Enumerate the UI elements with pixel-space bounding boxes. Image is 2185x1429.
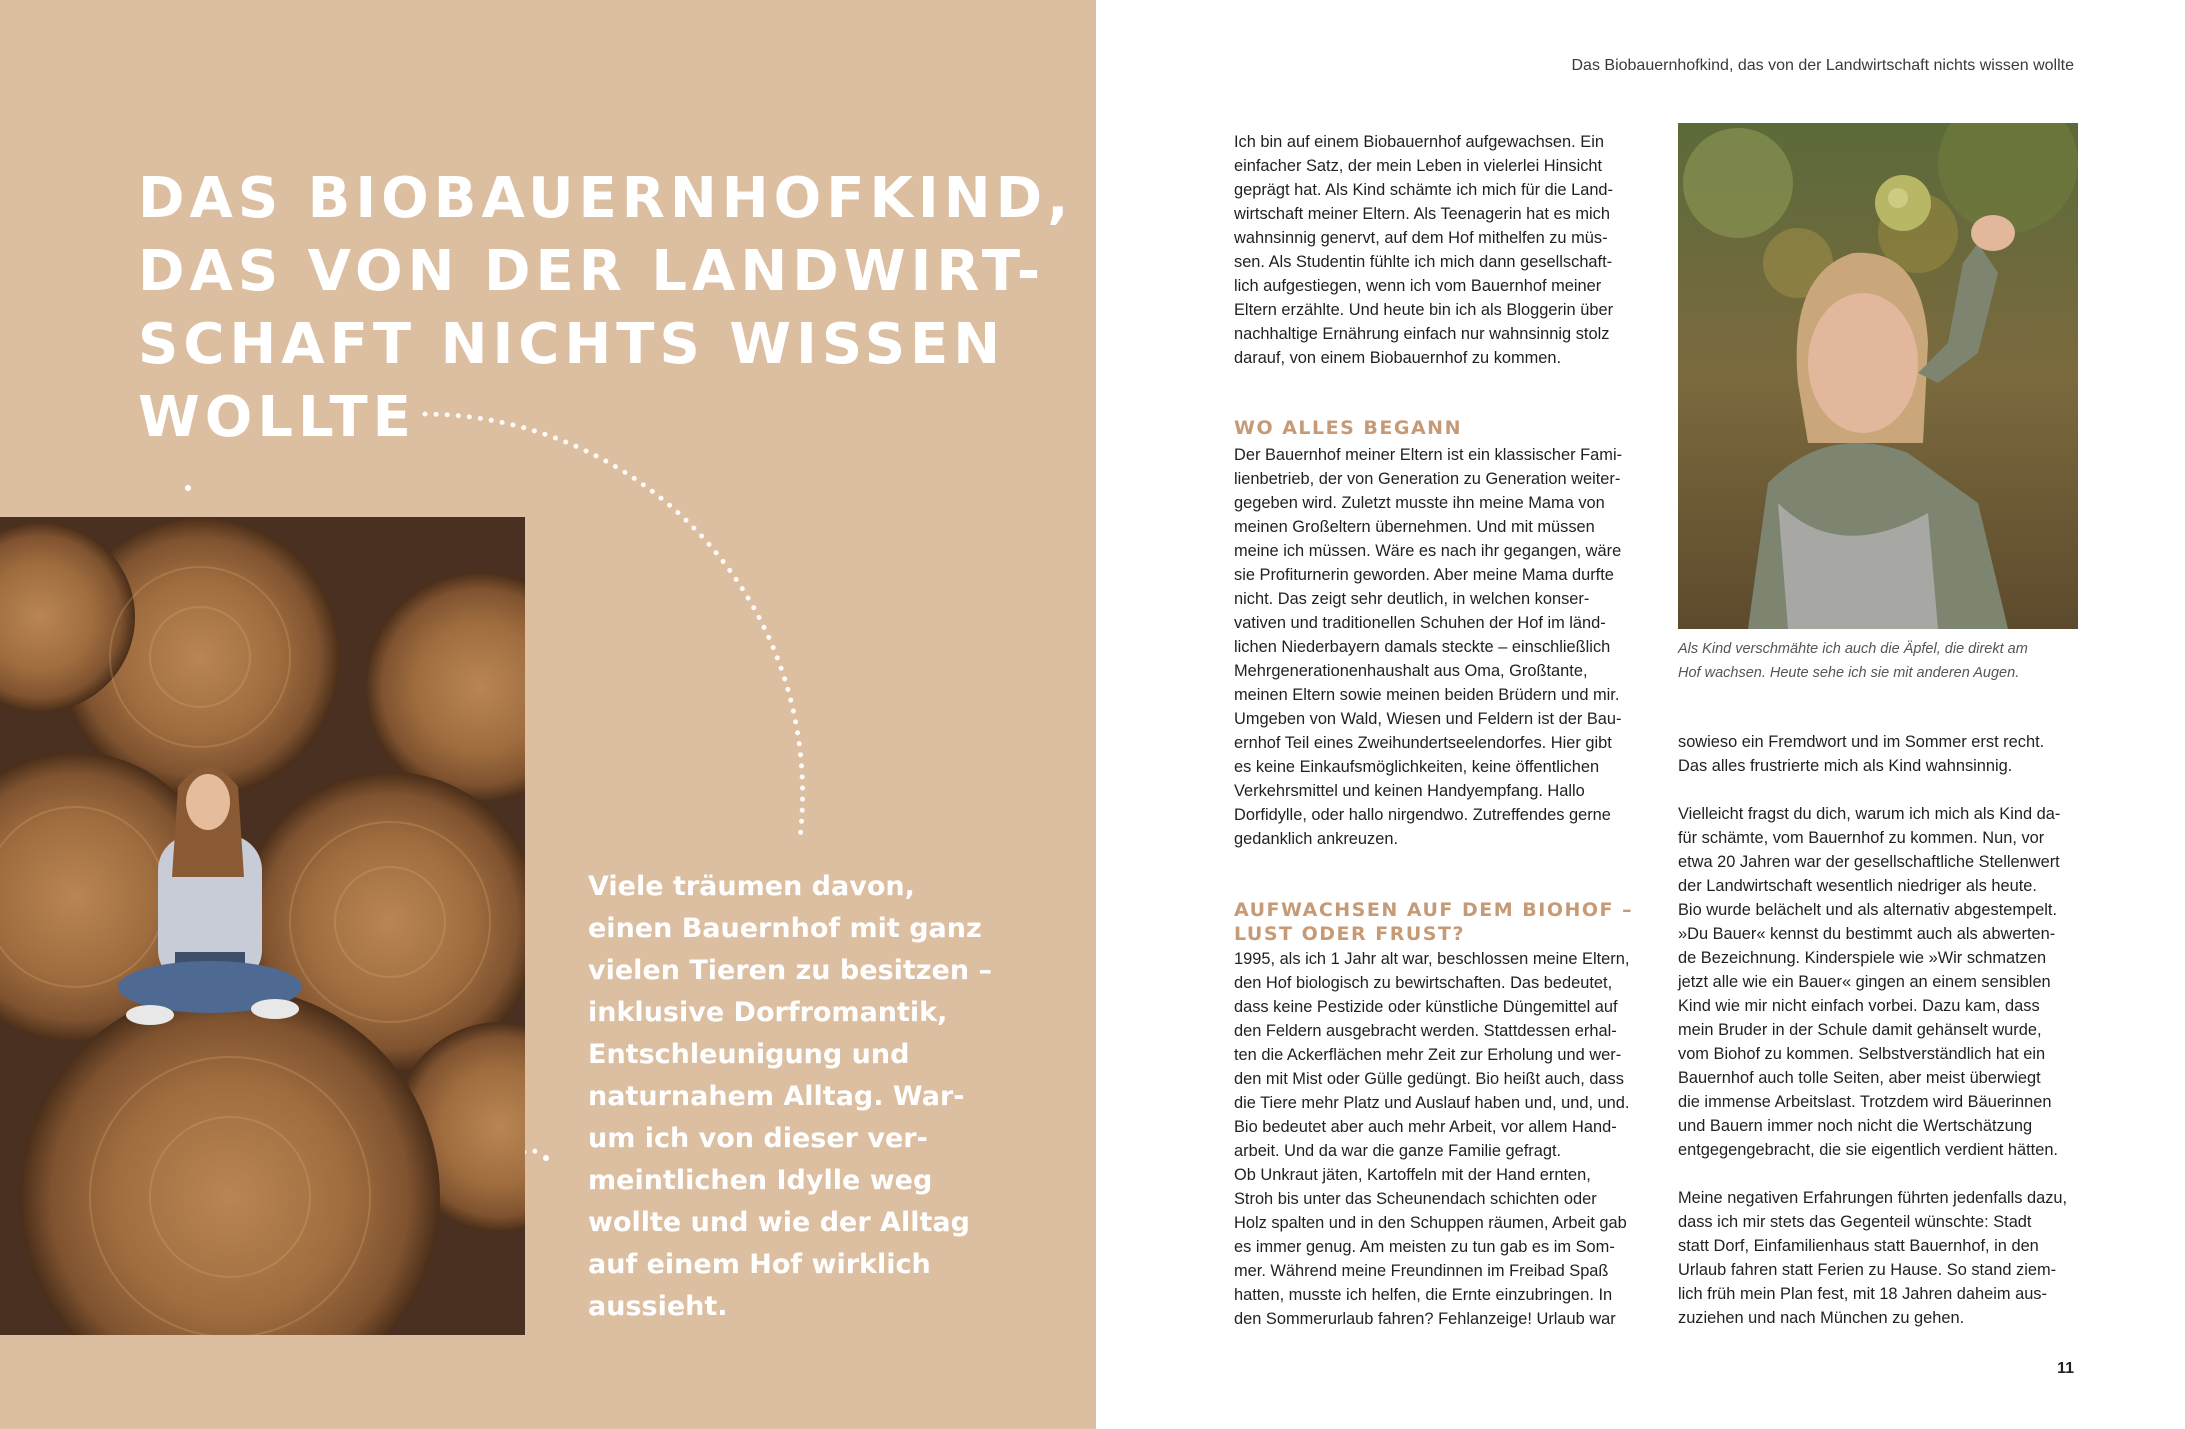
text-line: es keine Einkaufsmöglichkeiten, keine öffentlichen bbox=[1234, 758, 1600, 776]
text-line: meinen Großeltern übernehmen. Und mit müssen bbox=[1234, 518, 1595, 536]
text-line: der Landwirtschaft wesentlich niedriger als heute. bbox=[1678, 877, 2037, 895]
text-line: für schämte, vom Bauernhof zu kommen. Nun, vor bbox=[1678, 829, 2045, 847]
hay-bales-photo bbox=[0, 517, 525, 1335]
subhead-line: LUST ODER FRUST? bbox=[1234, 923, 1465, 945]
text-line: jetzt alle wie ein Bauer« gingen an einem sensiblen bbox=[1678, 973, 2051, 991]
text-line: gegeben wird. Zuletzt musste ihn meine Mama von bbox=[1234, 494, 1605, 512]
text-line: ernhof Teil eines Zweihundertseelendorfes. Hier gibt bbox=[1234, 734, 1612, 752]
text-line: Das alles frustrierte mich als Kind wahnsinnig. bbox=[1678, 757, 2013, 775]
text-line: de Bezeichnung. Kinderspiele wie »Wir schmatzen bbox=[1678, 949, 2047, 967]
pullquote-line: Entschleunigung und bbox=[588, 1039, 910, 1070]
text-line: statt Dorf, Einfamilienhaus statt Bauernhof, in den bbox=[1678, 1237, 2039, 1255]
text-line: Eltern erzählte. Und heute bin ich als Bloggerin über bbox=[1234, 301, 1614, 319]
pullquote-line: naturnahem Alltag. War- bbox=[588, 1081, 965, 1112]
text-line: Bio wurde belächelt und als alternativ abgestempelt. bbox=[1678, 901, 2058, 919]
title-line: WOLLTE bbox=[138, 385, 416, 450]
text-line: Vielleicht fragst du dich, warum ich mich als Kind da- bbox=[1678, 805, 2061, 823]
section-wo-alles-begann-text bbox=[1234, 443, 1622, 851]
pull-quote bbox=[588, 866, 992, 1328]
text-line: arbeit. Und da war die ganze Familie gefragt. bbox=[1234, 1142, 1562, 1160]
text-line: Kind wie mir nicht einfach vorbei. Dazu kam, dass bbox=[1678, 997, 2040, 1015]
text-line: 1995, als ich 1 Jahr alt war, beschlossen meine Eltern, bbox=[1234, 950, 1630, 968]
text-line: zuziehen und nach München zu gehen. bbox=[1678, 1309, 1965, 1327]
subhead-aufwachsen bbox=[1234, 898, 1633, 946]
column2-paragraph-2 bbox=[1678, 802, 2060, 1162]
text-line: die Tiere mehr Platz und Auslauf haben und, und, und. bbox=[1234, 1094, 1630, 1112]
text-line: Stroh bis unter das Scheunendach schichten oder bbox=[1234, 1190, 1597, 1208]
text-line: ten die Ackerflächen mehr Zeit zur Erholung und wer- bbox=[1234, 1046, 1622, 1064]
text-line: wirtschaft meiner Eltern. Als Teenagerin hat es mich bbox=[1234, 205, 1610, 223]
text-line: lichen Niederbayern damals steckte – einschließlich bbox=[1234, 638, 1611, 656]
text-line: Mehrgenerationenhaushalt aus Oma, Großtante, bbox=[1234, 662, 1588, 680]
text-line: den Sommerurlaub fahren? Fehlanzeige! Urlaub war bbox=[1234, 1310, 1616, 1328]
apple-tree-photo bbox=[1678, 123, 2078, 629]
text-line: nicht. Das zeigt sehr deutlich, in welchen konser- bbox=[1234, 590, 1590, 608]
text-line: den Feldern ausgebracht werden. Stattdessen erhal- bbox=[1234, 1022, 1617, 1040]
running-head: Das Biobauernhofkind, das von der Landwirtschaft nichts wissen wollte bbox=[1571, 57, 2074, 74]
text-line: Urlaub fahren statt Ferien zu Hause. So stand ziem- bbox=[1678, 1261, 2057, 1279]
text-line: vativen und traditionellen Schuhen der Hof im länd- bbox=[1234, 614, 1606, 632]
text-line: und Bauern immer noch nicht die Wertschätzung bbox=[1678, 1117, 2033, 1135]
text-line: wahnsinnig genervt, auf dem Hof mithelfen zu müs- bbox=[1234, 229, 1608, 247]
pullquote-line: auf einem Hof wirklich bbox=[588, 1249, 931, 1280]
text-line: Umgeben von Wald, Wiesen und Feldern ist der Bau- bbox=[1234, 710, 1622, 728]
text-line: Verkehrsmittel und keinen Handyempfang. Hallo bbox=[1234, 782, 1585, 800]
text-line: Ob Unkraut jäten, Kartoffeln mit der Hand ernten, bbox=[1234, 1166, 1591, 1184]
caption-line: Als Kind verschmähte ich auch die Äpfel, die direkt am bbox=[1678, 641, 2028, 657]
text-line: etwa 20 Jahren war der gesellschaftliche Stellenwert bbox=[1678, 853, 2060, 871]
text-line: lich aufgestiegen, wenn ich vom Bauernhof meiner bbox=[1234, 277, 1602, 295]
text-line: dass ich mir stets das Gegenteil wünschte: Stadt bbox=[1678, 1213, 2032, 1231]
pullquote-line: einen Bauernhof mit ganz bbox=[588, 913, 982, 944]
text-line: sen. Als Studentin fühlte ich mich dann gesellschaft- bbox=[1234, 253, 1613, 271]
pullquote-line: meintlichen Idylle weg bbox=[588, 1165, 933, 1196]
text-line: Der Bauernhof meiner Eltern ist ein klassischer Fami- bbox=[1234, 446, 1623, 464]
text-line: Holz spalten und in den Schuppen räumen, Arbeit gab bbox=[1234, 1214, 1627, 1232]
intro-paragraph bbox=[1234, 130, 1613, 370]
text-line: den mit Mist oder Gülle gedüngt. Bio heißt auch, dass bbox=[1234, 1070, 1624, 1088]
text-line: dass keine Pestizide oder künstliche Düngemittel auf bbox=[1234, 998, 1618, 1016]
subhead-line: AUFWACHSEN AUF DEM BIOHOF – bbox=[1234, 899, 1634, 921]
text-line: es immer genug. Am meisten zu tun gab es im Som- bbox=[1234, 1238, 1615, 1256]
text-line: hatten, musste ich helfen, die Ernte einzubringen. In bbox=[1234, 1286, 1613, 1304]
text-line: einfacher Satz, der mein Leben in vielerlei Hinsicht bbox=[1234, 157, 1603, 175]
text-line: nachhaltige Ernährung einfach nur wahnsinnig stolz bbox=[1234, 325, 1610, 343]
text-line: entgegengebracht, die sie eigentlich verdient hätten. bbox=[1678, 1141, 2058, 1159]
text-line: die immense Arbeitslast. Trotzdem wird Bäuerinnen bbox=[1678, 1093, 2052, 1111]
text-line: darauf, von einem Biobauernhof zu kommen. bbox=[1234, 349, 1562, 367]
column2-paragraph-3 bbox=[1678, 1186, 2067, 1330]
pullquote-line: aussieht. bbox=[588, 1291, 728, 1322]
section-aufwachsen-text bbox=[1234, 947, 1629, 1331]
title-line: DAS BIOBAUERNHOFKIND, bbox=[138, 166, 1074, 231]
text-line: geprägt hat. Als Kind schämte ich mich für die Land- bbox=[1234, 181, 1614, 199]
text-line: Ich bin auf einem Biobauernhof aufgewachsen. Ein bbox=[1234, 133, 1604, 151]
text-line: sie Profiturnerin geworden. Aber meine Mama durfte bbox=[1234, 566, 1614, 584]
text-line: gedanklich ankreuzen. bbox=[1234, 830, 1399, 848]
text-line: »Du Bauer« kennst du bestimmt auch als abwerten- bbox=[1678, 925, 2056, 943]
pullquote-line: um ich von dieser ver- bbox=[588, 1123, 928, 1154]
text-line: Meine negativen Erfahrungen führten jedenfalls dazu, bbox=[1678, 1189, 2068, 1207]
text-line: meinen Eltern sowie meinen beiden Brüdern und mir. bbox=[1234, 686, 1620, 704]
text-line: mer. Während meine Freundinnen im Freibad Spaß bbox=[1234, 1262, 1609, 1280]
text-line: mein Bruder in der Schule damit gehänselt wurde, bbox=[1678, 1021, 2042, 1039]
text-line: lienbetrieb, der von Generation zu Generation weiter- bbox=[1234, 470, 1621, 488]
photo-caption bbox=[1678, 637, 2098, 685]
text-line: Dorfidylle, oder hallo nirgendwo. Zutreffendes gerne bbox=[1234, 806, 1611, 824]
text-line: meine ich müssen. Wäre es nach ihr gegangen, wäre bbox=[1234, 542, 1622, 560]
page-number: 11 bbox=[2057, 1360, 2074, 1377]
caption-line: Hof wachsen. Heute sehe ich sie mit anderen Augen. bbox=[1678, 665, 2020, 681]
text-line: lich früh mein Plan fest, mit 18 Jahren daheim aus- bbox=[1678, 1285, 2047, 1303]
title-line: DAS VON DER LANDWIRT- bbox=[138, 239, 1046, 304]
text-line: Bio bedeutet aber auch mehr Arbeit, vor allem Hand- bbox=[1234, 1118, 1617, 1136]
text-line: sowieso ein Fremdwort und im Sommer erst recht. bbox=[1678, 733, 2045, 751]
pullquote-line: Viele träumen davon, bbox=[588, 871, 915, 902]
text-line: Bauernhof auch tolle Seiten, aber meist überwiegt bbox=[1678, 1069, 2041, 1087]
title-line: SCHAFT NICHTS WISSEN bbox=[138, 312, 1006, 377]
text-line: vom Biohof zu kommen. Selbstverständlich hat ein bbox=[1678, 1045, 2046, 1063]
text-line: den Hof biologisch zu bewirtschaften. Das bedeutet, bbox=[1234, 974, 1613, 992]
pullquote-line: vielen Tieren zu besitzen – bbox=[588, 955, 992, 986]
pullquote-line: wollte und wie der Alltag bbox=[588, 1207, 970, 1238]
column2-paragraph-1 bbox=[1678, 730, 2044, 778]
pullquote-line: inklusive Dorfromantik, bbox=[588, 997, 948, 1028]
subhead-wo-alles-begann: WO ALLES BEGANN bbox=[1234, 417, 1462, 439]
